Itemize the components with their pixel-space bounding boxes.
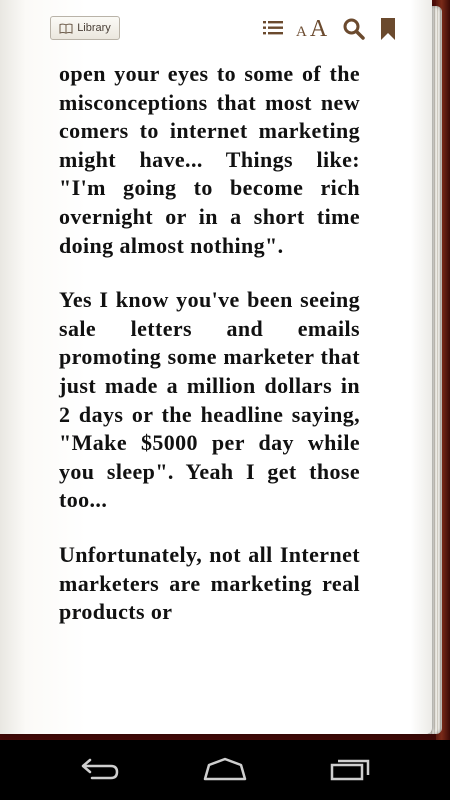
toc-icon[interactable] [262, 16, 284, 42]
paragraph: Unfortunately, not all Internet marketers are marketing real products or [59, 541, 360, 625]
font-small-glyph: A [296, 23, 307, 40]
book-icon [59, 23, 73, 34]
search-icon[interactable] [342, 16, 366, 42]
font-large-glyph: A [309, 15, 328, 42]
book-text [59, 60, 360, 653]
system-navigation-bar [0, 740, 450, 800]
back-icon [78, 756, 122, 787]
back-button[interactable] [70, 754, 130, 788]
home-button[interactable] [195, 754, 255, 788]
home-icon [201, 756, 249, 787]
recent-apps-button[interactable] [320, 754, 380, 788]
library-label: Library [77, 22, 111, 34]
bookmark-icon[interactable] [380, 16, 396, 42]
font-size-icon[interactable] [296, 16, 327, 42]
recent-apps-icon [328, 756, 372, 787]
paragraph: Yes I know you've been seeing sale letters and emails promoting some marketer that just made a million dollars in 2 days or the headline saying, "Make $5000 per day while you sleep". Yeah I get those too... [59, 287, 360, 513]
library-button[interactable] [50, 16, 120, 40]
paragraph: open your eyes to some of the misconceptions that most new comers to internet marketing might have... Things like: "I'm going to become rich overnight or in a short time doing almost nothing". [59, 61, 360, 258]
